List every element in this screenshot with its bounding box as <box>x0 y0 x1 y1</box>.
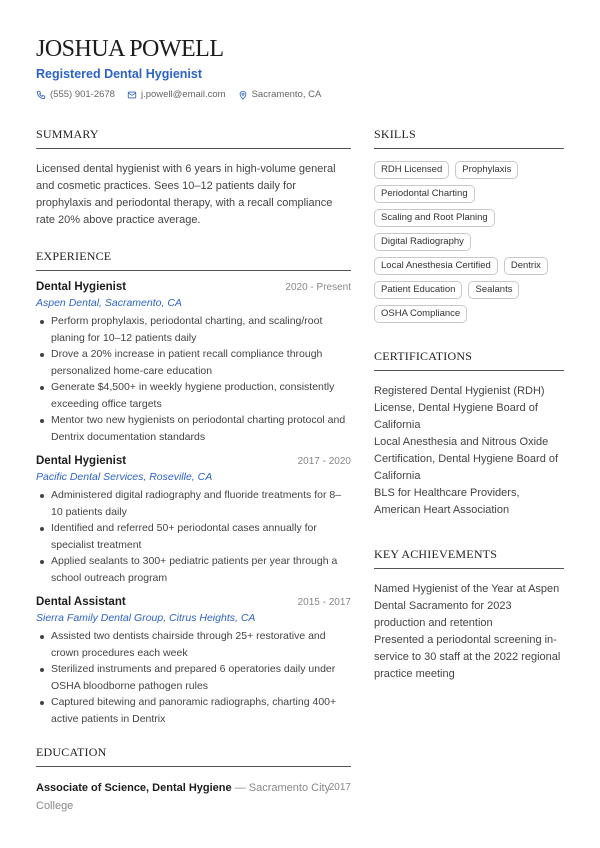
job-bullets <box>36 628 351 727</box>
certifications-title: CERTIFICATIONS <box>374 349 564 371</box>
candidate-name: JOSHUA POWELL <box>36 36 224 62</box>
phone-text: (555) 901-2678 <box>50 89 115 100</box>
achievements-section <box>374 547 564 683</box>
education-school: Sacramento City College <box>36 782 331 812</box>
summary-title: SUMMARY <box>36 127 351 149</box>
certification-item: Local Anesthesia and Nitrous Oxide Certification, Dental Hygiene Board of California <box>374 436 559 482</box>
education-year: 2017 <box>328 782 351 793</box>
skill-chip: Digital Radiography <box>374 233 471 251</box>
summary-section <box>36 127 351 229</box>
location-text: Sacramento, CA <box>251 89 322 100</box>
email-text: j.powell@email.com <box>140 89 226 100</box>
bullet-item: Perform prophylaxis, periodontal charting, and scaling/root planing for 10–12 patients daily <box>36 313 351 346</box>
contact-location <box>238 89 322 100</box>
skill-chip: Periodontal Charting <box>374 185 475 203</box>
skill-chip: Sealants <box>468 281 519 299</box>
phone-icon <box>36 90 46 100</box>
education-entry <box>36 779 351 815</box>
mail-icon <box>127 90 137 100</box>
job-title: Dental Assistant <box>36 596 126 608</box>
bullet-item: Generate $4,500+ in weekly hygiene production, consistently exceeding office targets <box>36 379 351 412</box>
skills-title: SKILLS <box>374 127 564 149</box>
job-dates: 2020 - Present <box>285 282 351 293</box>
education-title: EDUCATION <box>36 745 351 767</box>
job-company: Aspen Dental, Sacramento, CA <box>36 297 182 309</box>
education-degree: Associate of Science, Dental Hygiene <box>36 782 232 794</box>
summary-text: Licensed dental hygienist with 6 years in high-volume general and cosmetic practices. Sees 10–12 patients daily for prophylaxis and periodontal therapy, with a recall compliance rate 20% above practice average. <box>36 163 336 226</box>
job-dates: 2015 - 2017 <box>297 597 351 608</box>
job-title: Dental Hygienist <box>36 455 127 467</box>
skill-chip: OSHA Compliance <box>374 305 467 323</box>
location-pin-icon <box>238 90 248 100</box>
left-column <box>36 127 351 815</box>
job-entry <box>36 281 351 445</box>
job-role: Registered Dental Hygienist <box>36 67 203 81</box>
bullet-item: Mentor two new hygienists on periodontal charting protocol and Dentrix documentation standards <box>36 412 351 445</box>
skill-chip: RDH Licensed <box>374 161 449 179</box>
skill-chip: Dentrix <box>504 257 548 275</box>
contact-bar <box>36 89 321 100</box>
bullet-item: Identified and referred 50+ periodontal cases annually for specialist treatment <box>36 520 351 553</box>
skill-chip: Prophylaxis <box>455 161 518 179</box>
certifications-list <box>374 383 564 519</box>
achievement-item: Named Hygienist of the Year at Aspen Dental Sacramento for 2023 production and retention <box>374 583 560 629</box>
bullet-item: Drove a 20% increase in patient recall compliance through personalized home-care education <box>36 346 351 379</box>
job-company: Sierra Family Dental Group, Citrus Heights, CA <box>36 612 256 624</box>
job-dates: 2017 - 2020 <box>297 456 351 467</box>
certification-item: BLS for Healthcare Providers, American Heart Association <box>374 487 520 516</box>
bullet-item: Sterilized instruments and prepared 6 operatories daily under OSHA bloodborne pathogen rules <box>36 661 351 694</box>
experience-title: EXPERIENCE <box>36 249 351 271</box>
bullet-item: Captured bitewing and panoramic radiographs, charting 400+ active patients in Dentrix <box>36 694 351 727</box>
achievements-title: KEY ACHIEVEMENTS <box>374 547 564 569</box>
job-bullets <box>36 313 351 445</box>
bullet-item: Administered digital radiography and fluoride treatments for 8–10 patients daily <box>36 487 351 520</box>
job-title: Dental Hygienist <box>36 281 127 293</box>
skill-chip: Patient Education <box>374 281 462 299</box>
certification-item: Registered Dental Hygienist (RDH) License, Dental Hygiene Board of California <box>374 385 545 431</box>
job-company: Pacific Dental Services, Roseville, CA <box>36 471 213 483</box>
contact-email[interactable] <box>127 89 226 100</box>
job-entry <box>36 596 351 727</box>
job-entry <box>36 455 351 586</box>
skills-section <box>374 127 564 323</box>
achievements-list <box>374 581 564 683</box>
achievement-item: Presented a periodontal screening in-service to 30 staff at the 2022 regional practice meeting <box>374 634 561 680</box>
skill-chip: Scaling and Root Planing <box>374 209 495 227</box>
education-separator: — <box>234 782 246 794</box>
certifications-section <box>374 349 564 519</box>
education-section <box>36 745 351 815</box>
contact-phone[interactable] <box>36 89 115 100</box>
job-bullets <box>36 487 351 586</box>
bullet-item: Applied sealants to 300+ pediatric patients per year through a school outreach program <box>36 553 351 586</box>
right-column <box>374 127 564 683</box>
skills-list <box>374 161 564 323</box>
skill-chip: Local Anesthesia Certified <box>374 257 498 275</box>
experience-section <box>36 249 351 727</box>
bullet-item: Assisted two dentists chairside through 25+ restorative and crown procedures each week <box>36 628 351 661</box>
